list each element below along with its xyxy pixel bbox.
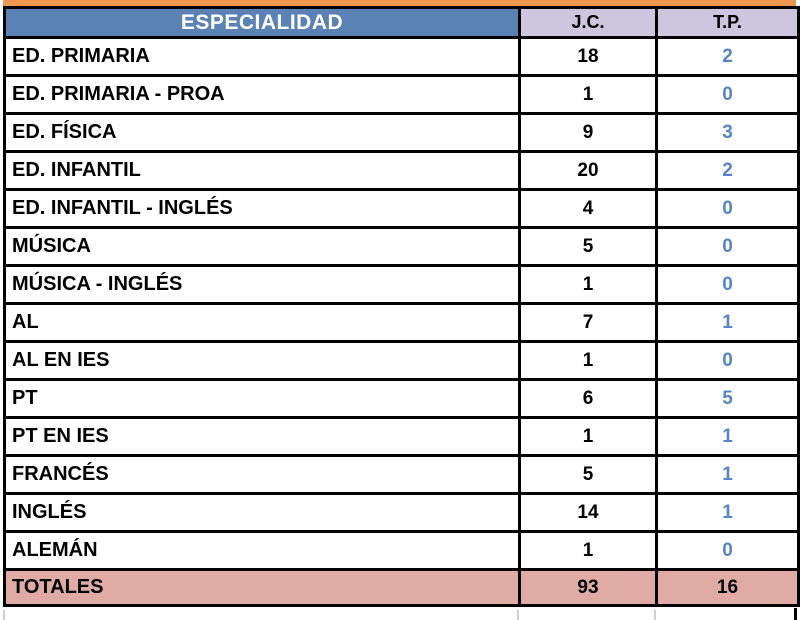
jc-value-cell[interactable]: 6 (520, 380, 657, 418)
tp-value-cell[interactable]: 0 (657, 266, 799, 304)
jc-value-cell[interactable]: 18 (520, 38, 657, 76)
specialty-cell[interactable]: MÚSICA (5, 228, 520, 266)
tp-value-cell[interactable]: 1 (657, 494, 799, 532)
jc-value-cell[interactable]: 1 (520, 266, 657, 304)
table-row (5, 380, 799, 418)
tp-value-cell[interactable]: 2 (657, 38, 799, 76)
tp-value-cell[interactable]: 5 (657, 380, 799, 418)
tp-value-cell[interactable]: 0 (657, 76, 799, 114)
jc-value-cell[interactable]: 1 (520, 76, 657, 114)
jc-value-cell[interactable]: 9 (520, 114, 657, 152)
table-row (5, 342, 799, 380)
jc-value-cell[interactable]: 5 (520, 228, 657, 266)
especialidad-table (3, 6, 800, 607)
header-row (5, 8, 799, 38)
specialty-cell[interactable]: PT EN IES (5, 418, 520, 456)
specialty-cell[interactable]: ED. PRIMARIA (5, 38, 520, 76)
gridline-col-jc (517, 610, 519, 620)
totals-label-cell[interactable]: TOTALES (5, 570, 520, 606)
jc-value-cell[interactable]: 14 (520, 494, 657, 532)
table-row (5, 532, 799, 570)
jc-value-cell[interactable]: 4 (520, 190, 657, 228)
specialty-cell[interactable]: ED. FÍSICA (5, 114, 520, 152)
tp-value-cell[interactable]: 1 (657, 456, 799, 494)
jc-value-cell[interactable]: 1 (520, 342, 657, 380)
specialty-cell[interactable]: AL EN IES (5, 342, 520, 380)
table-row (5, 494, 799, 532)
table-row (5, 418, 799, 456)
totals-row (5, 570, 799, 606)
table-row (5, 76, 799, 114)
tp-value-cell[interactable]: 0 (657, 228, 799, 266)
specialty-cell[interactable]: AL (5, 304, 520, 342)
jc-value-cell[interactable]: 20 (520, 152, 657, 190)
header-cell-jc[interactable]: J.C. (520, 8, 657, 38)
tp-value-cell[interactable]: 3 (657, 114, 799, 152)
specialty-cell[interactable]: FRANCÉS (5, 456, 520, 494)
jc-value-cell[interactable]: 1 (520, 418, 657, 456)
specialty-cell[interactable]: ED. INFANTIL (5, 152, 520, 190)
jc-value-cell[interactable]: 1 (520, 532, 657, 570)
gridline-left (3, 610, 5, 620)
table-row (5, 304, 799, 342)
jc-value-cell[interactable]: 7 (520, 304, 657, 342)
header-cell-especialidad[interactable]: ESPECIALIDAD (5, 8, 520, 38)
tp-value-cell[interactable]: 0 (657, 190, 799, 228)
totals-tp-cell[interactable]: 16 (657, 570, 799, 606)
tp-value-cell[interactable]: 0 (657, 342, 799, 380)
table-row (5, 266, 799, 304)
tp-value-cell[interactable]: 1 (657, 304, 799, 342)
gridline-right-dark (794, 608, 797, 620)
specialty-cell[interactable]: ED. INFANTIL - INGLÉS (5, 190, 520, 228)
specialty-cell[interactable]: INGLÉS (5, 494, 520, 532)
table-row (5, 114, 799, 152)
table-row (5, 38, 799, 76)
table-row (5, 228, 799, 266)
specialty-cell[interactable]: ED. PRIMARIA - PROA (5, 76, 520, 114)
jc-value-cell[interactable]: 5 (520, 456, 657, 494)
tp-value-cell[interactable]: 0 (657, 532, 799, 570)
tp-value-cell[interactable]: 1 (657, 418, 799, 456)
header-cell-tp[interactable]: T.P. (657, 8, 799, 38)
specialty-cell[interactable]: PT (5, 380, 520, 418)
table-row (5, 152, 799, 190)
specialty-cell[interactable]: ALEMÁN (5, 532, 520, 570)
table-row (5, 190, 799, 228)
totals-jc-cell[interactable]: 93 (520, 570, 657, 606)
specialty-cell[interactable]: MÚSICA - INGLÉS (5, 266, 520, 304)
table-row (5, 456, 799, 494)
tp-value-cell[interactable]: 2 (657, 152, 799, 190)
gridline-col-tp (654, 610, 656, 620)
